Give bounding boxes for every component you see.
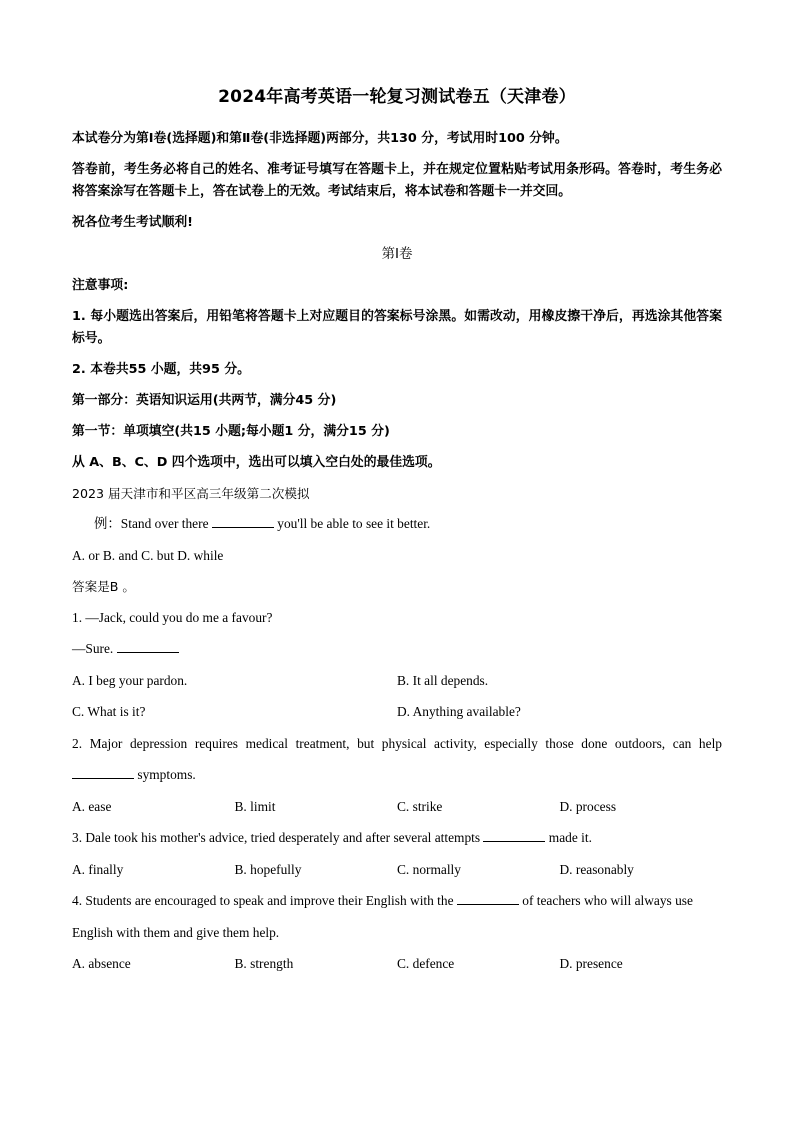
question-4-options-row — [72, 953, 722, 976]
question-3-stem-prefix: 3. Dale took his mother's advice, tried desperately and after several attempts — [72, 830, 481, 846]
question-2-line-2-text: symptoms. — [137, 767, 196, 783]
question-4-blank — [457, 904, 519, 905]
question-4-stem-suffix: of teachers who will always use — [522, 893, 693, 909]
section-one-subheading: 第一节：单项填空(共15 小题;每小题1 分，满分15 分) — [72, 423, 390, 439]
intro-paragraph-3: 祝各位考生考试顺利! — [72, 214, 194, 230]
question-1-option-b[interactable]: B. It all depends. — [397, 672, 489, 688]
question-4-option-a[interactable]: A. absence — [72, 956, 131, 972]
question-3-options-row — [72, 859, 722, 882]
question-3-option-c[interactable]: C. normally — [397, 861, 461, 877]
question-3-option-b[interactable]: B. hopefully — [234, 861, 302, 877]
question-1-option-d[interactable]: D. Anything available? — [397, 704, 521, 720]
question-2-option-d[interactable]: D. process — [559, 798, 617, 814]
question-1-options-row-2 — [72, 701, 722, 724]
question-1-options-row-1 — [72, 670, 722, 693]
question-1-line-2-text: —Sure. — [72, 641, 114, 657]
question-3-option-d[interactable]: D. reasonably — [559, 861, 634, 877]
example-blank — [212, 527, 274, 528]
question-1-line-2 — [72, 638, 722, 661]
question-2-line-1: 2. Major depression requires medical treatment, but physical activity, especially those done outdoors, can help — [72, 735, 722, 751]
notice-item-1: 1. 每小题选出答案后，用铅笔将答题卡上对应题目的答案标号涂黑。如需改动，用橡皮擦干净后，再选涂其他答案标号。 — [72, 308, 722, 346]
notice-heading: 注意事项: — [72, 277, 129, 293]
question-3-stem-suffix: made it. — [548, 830, 592, 846]
question-2-option-a[interactable]: A. ease — [72, 798, 112, 814]
example-stem — [72, 513, 722, 536]
question-2-option-b[interactable]: B. limit — [234, 798, 276, 814]
question-2-line-2 — [72, 764, 722, 787]
question-4-option-b[interactable]: B. strength — [234, 956, 294, 972]
question-1-line-1: 1. —Jack, could you do me a favour? — [72, 609, 273, 625]
intro-paragraph-2: 答卷前，考生务必将自己的姓名、准考证号填写在答题卡上，并在规定位置粘贴考试用条形码。答卷时，考生务必将答案涂写在答题卡上，答在试卷上的无效。考试结束后，将本试卷和答题卡一并交回。 — [72, 161, 722, 199]
example-stem-suffix: you'll be able to see it better. — [277, 516, 431, 532]
question-3-stem — [72, 827, 722, 850]
question-1-option-a[interactable]: A. I beg your pardon. — [72, 672, 188, 688]
question-4-stem-prefix: 4. Students are encouraged to speak and improve their English with the — [72, 893, 454, 909]
question-3-blank — [483, 841, 545, 842]
section-one-heading: 第一部分：英语知识运用(共两节，满分45 分) — [72, 392, 337, 408]
question-4-option-d[interactable]: D. presence — [559, 956, 623, 972]
example-answer: 答案是B 。 — [72, 579, 136, 595]
example-options: A. or B. and C. but D. while — [72, 547, 224, 563]
question-4-line-1 — [72, 890, 722, 913]
notice-item-2: 2. 本卷共55 小题，共95 分。 — [72, 361, 250, 377]
question-2-blank — [72, 778, 134, 779]
question-4-option-c[interactable]: C. defence — [397, 956, 455, 972]
part-heading: 第Ⅰ卷 — [381, 245, 413, 261]
question-2-options-row — [72, 796, 722, 819]
intro-paragraph-1: 本试卷分为第Ⅰ卷(选择题)和第Ⅱ卷(非选择题)两部分，共130 分，考试用时100 分钟。 — [72, 130, 568, 146]
example-stem-prefix: 例：Stand over there — [94, 516, 209, 532]
question-1-blank — [117, 652, 179, 653]
question-1-option-c[interactable]: C. What is it? — [72, 704, 146, 720]
source-note: 2023 届天津市和平区高三年级第二次模拟 — [72, 485, 310, 501]
question-2-option-c[interactable]: C. strike — [397, 798, 443, 814]
question-3-option-a[interactable]: A. finally — [72, 861, 124, 877]
section-one-instruction: 从 A、B、C、D 四个选项中，选出可以填入空白处的最佳选项。 — [72, 454, 441, 470]
page-title: 2024年高考英语一轮复习测试卷五（天津卷） — [218, 87, 576, 107]
question-4-line-2: English with them and give them help. — [72, 924, 280, 940]
